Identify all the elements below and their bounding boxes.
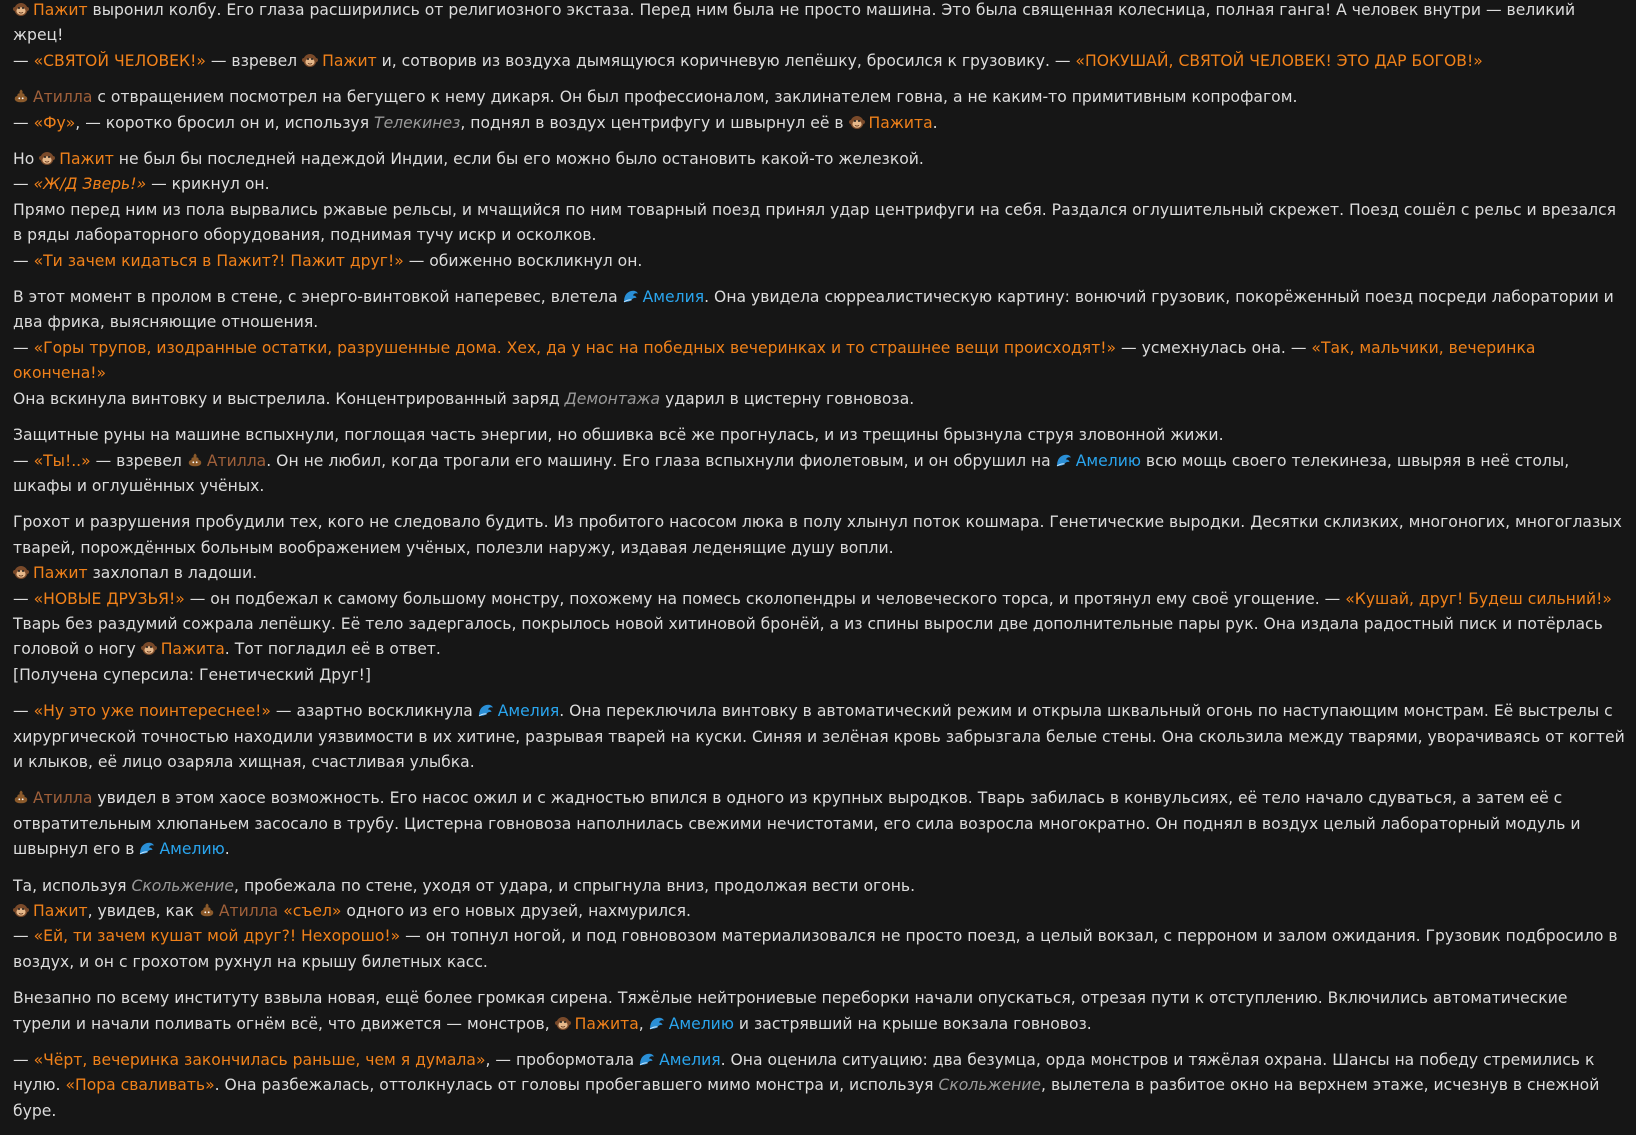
story-line bbox=[13, 874, 1625, 899]
narration-text: — bbox=[13, 1051, 34, 1070]
narration-text: . bbox=[224, 840, 230, 859]
character-name-pazhit: Пажит bbox=[33, 1, 88, 19]
wave-icon bbox=[1056, 451, 1072, 466]
wave-icon bbox=[623, 287, 639, 302]
story-line bbox=[13, 423, 1625, 448]
monkey-face-icon bbox=[849, 113, 865, 128]
narration-text: . Тот погладил её в ответ. bbox=[224, 640, 441, 659]
narration-text: Прямо перед ним из пола вырвались ржавые рельсы, и мчащийся по ним товарный поезд принял удар центрифуги на себя. Раздался оглушительный скрежет. Поезд сошёл с рельс и врезался в ряды лабораторного оборудования, поднимая тучу искр и осколков. bbox=[13, 200, 1617, 245]
narration-text: — bbox=[13, 702, 34, 721]
story-line bbox=[13, 510, 1625, 561]
story-paragraph bbox=[13, 986, 1625, 1037]
narration-text: и, сотворив из воздуха дымящуюся коричневую лепёшку, бросился к грузовику. — bbox=[376, 51, 1076, 70]
narration-text: — он подбежал к самому большому монстру, похожему на помесь сколопендры и человеческого торса, и протянул ему своё угощение. — bbox=[184, 589, 1346, 608]
dialogue-quote: «Ну это уже поинтереснее!» bbox=[33, 702, 271, 721]
wave-icon bbox=[649, 1014, 665, 1029]
story-line bbox=[13, 172, 1625, 197]
narration-text: , вылетела в разбитое окно на верхнем этаже, исчезнув в снежной буре. bbox=[13, 1076, 1600, 1120]
narration-text: — он топнул ногой, и под говновозом материализовался не просто поезд, а целый вокзал, с перроном и залом ожидания. Грузовик подбросило в воздух, и он с грохотом рухнул на крышу билетных касс. bbox=[13, 927, 1618, 971]
dialogue-quote: «Пора сваливать» bbox=[65, 1076, 215, 1095]
dialogue-quote: «Ты!..» bbox=[33, 451, 91, 470]
character-name-pazhit: Пажита bbox=[160, 640, 225, 659]
narration-text: и застрявший на крыше вокзала говновоз. bbox=[733, 1014, 1092, 1033]
story-line bbox=[13, 147, 1625, 172]
story-line bbox=[13, 786, 1625, 862]
skill-name: Скольжение bbox=[938, 1076, 1042, 1095]
story-line bbox=[13, 924, 1625, 975]
wave-icon bbox=[639, 1050, 655, 1065]
narration-text: Тварь без раздумий сожрала лепёшку. Её тело задергалось, покрылось новой хитиновой бронёй, а из спины выросли две дополнительные пары рук. Она издала радостный писк и потёрлась головой о ногу bbox=[13, 614, 1603, 659]
dialogue-quote: «Ей, ти зачем кушат мой друг?! Нехорошо!» bbox=[33, 927, 401, 946]
narration-text: выронил колбу. Его глаза расширились от религиозного экстаза. Перед ним была не просто машина. Это была священная колесница, полная ганга! А человек внутри — великий жрец! bbox=[13, 1, 1576, 45]
character-name-amelia: Амелия bbox=[497, 702, 560, 721]
narration-text: . Она оценила ситуацию: два безумца, орда монстров и тяжёлая охрана. Шансы на победу стремились к нулю. bbox=[13, 1051, 1595, 1095]
poop-icon bbox=[199, 901, 215, 916]
narration-text: Грохот и разрушения пробудили тех, кого не следовало будить. Из пробитого насосом люка в полу хлынул поток кошмара. Генетические выродки. Десятки склизких, многоногих, многоглазых тварей, порождённых больным воображением учёных, полезли наружу, издавая леденящие душу вопли. bbox=[13, 513, 1622, 557]
story-paragraph bbox=[13, 699, 1625, 775]
narration-text: , bbox=[638, 1014, 649, 1033]
narration-text: , увидев, как bbox=[87, 902, 199, 920]
narration-text: — bbox=[13, 175, 34, 194]
story-line bbox=[13, 336, 1625, 387]
narration-text: . Он не любил, когда трогали его машину. Его глаза вспыхнули фиолетовым, и он обрушил на bbox=[266, 451, 1056, 470]
dialogue-quote: «ПОКУШАЙ, СВЯТОЙ ЧЕЛОВЕК! ЭТО ДАР БОГОВ!» bbox=[1075, 51, 1483, 70]
character-name-pazhit: Пажита bbox=[574, 1014, 639, 1033]
monkey-face-icon bbox=[302, 51, 318, 66]
character-name-pazhit: Пажит bbox=[322, 51, 377, 70]
story-paragraph bbox=[13, 786, 1625, 862]
story-paragraph bbox=[13, 1048, 1625, 1124]
poop-icon bbox=[13, 788, 29, 803]
narration-text: , поднял в воздух центрифугу и швырнул её в bbox=[460, 113, 849, 132]
wave-icon bbox=[478, 701, 494, 716]
dialogue-quote: «Горы трупов, изодранные остатки, разрушенные дома. Хех, да у нас на победных вечеринках и то страшнее вещи происходят!» bbox=[33, 338, 1117, 357]
dialogue-quote: «Чёрт, вечеринка закончилась раньше, чем я думала» bbox=[33, 1051, 486, 1070]
narration-text: . Она разбежалась, оттолкнулась от головы пробегавшего мимо монстра и, используя bbox=[214, 1076, 939, 1095]
character-name-atilla: Атилла bbox=[218, 902, 279, 920]
story-line bbox=[13, 49, 1625, 74]
character-name-atilla: Атилла bbox=[206, 451, 267, 470]
story-paragraph bbox=[13, 874, 1625, 976]
narration-text: — bbox=[13, 451, 34, 470]
narration-text: — bbox=[13, 113, 34, 132]
narration-text: — азартно воскликнула bbox=[270, 702, 478, 721]
story-line bbox=[13, 285, 1625, 336]
narration-text: — bbox=[13, 338, 34, 357]
narration-text: Защитные руны на машине вспыхнули, поглощая часть энергии, но обшивка всё же прогнулась, и из трещины брызнула струя зловонной жижи. bbox=[13, 426, 1224, 445]
story-line bbox=[13, 561, 1625, 586]
narration-text: — взревел bbox=[205, 51, 303, 70]
dialogue-quote: «Кушай, друг! Будеш сильний!» bbox=[1345, 589, 1612, 608]
narration-text: — усмехнулась она. — bbox=[1116, 338, 1312, 357]
character-name-pazhit: Пажит bbox=[33, 564, 88, 583]
narration-text: — bbox=[13, 589, 34, 608]
narration-text: , — пробормотала bbox=[485, 1051, 640, 1070]
story-line bbox=[13, 249, 1625, 274]
dialogue-quote: «Ж/Д Зверь!» bbox=[33, 175, 147, 194]
character-name-amelia: Амелия bbox=[659, 1051, 721, 1070]
narration-text: , — коротко бросил он и, используя bbox=[75, 113, 375, 132]
monkey-face-icon bbox=[555, 1014, 571, 1029]
story-line bbox=[13, 663, 1625, 688]
character-name-pazhit: Пажита bbox=[868, 113, 933, 132]
story-line bbox=[13, 387, 1625, 412]
story-line bbox=[13, 449, 1625, 500]
narration-text: Внезапно по всему институту взвыла новая, ещё более громкая сирена. Тяжёлые нейтрониевые переборки начали опускаться, отрезая пути к отступлению. Включились автоматические турели и начали поливать огнём всё, что движется — монстров, bbox=[13, 989, 1568, 1033]
character-name-amelia: Амелию bbox=[1075, 451, 1141, 470]
narration-text: — обиженно воскликнул он. bbox=[403, 251, 643, 270]
narration-text: — bbox=[13, 251, 34, 270]
character-name-amelia: Амелия bbox=[642, 288, 705, 307]
monkey-face-icon bbox=[13, 563, 29, 578]
story-line bbox=[13, 111, 1625, 136]
story-paragraph bbox=[13, 285, 1625, 412]
poop-icon bbox=[13, 87, 29, 102]
poop-icon bbox=[187, 451, 203, 466]
dialogue-quote: «Ти зачем кидаться в Пажит?! Пажит друг!» bbox=[33, 251, 404, 270]
story-line bbox=[13, 0, 1625, 49]
character-name-amelia: Амелию bbox=[668, 1014, 734, 1033]
story-paragraph bbox=[13, 510, 1625, 688]
narration-text: всю мощь своего телекинеза, швыряя в неё столы, шкафы и оглушённых учёных. bbox=[13, 451, 1570, 495]
narration-text: Та, используя bbox=[13, 876, 132, 895]
narration-text: — взревел bbox=[90, 451, 187, 470]
story-log bbox=[13, 0, 1625, 1135]
skill-name: Скольжение bbox=[131, 876, 235, 895]
story-line bbox=[13, 612, 1625, 663]
wave-icon bbox=[139, 839, 155, 854]
story-line bbox=[13, 699, 1625, 775]
character-name-pazhit: Пажит bbox=[33, 902, 88, 920]
dialogue-quote: «Фу» bbox=[33, 113, 76, 132]
character-name-pazhit: Пажит bbox=[59, 150, 114, 169]
story-line bbox=[13, 587, 1625, 612]
dialogue-quote: «НОВЫЕ ДРУЗЬЯ!» bbox=[33, 589, 185, 608]
story-paragraph bbox=[13, 423, 1625, 499]
dialogue-quote: «съел» bbox=[283, 902, 342, 920]
skill-name: Демонтажа bbox=[564, 389, 661, 408]
narration-text: Она вскинула винтовку и выстрелила. Концентрированный заряд bbox=[13, 389, 565, 408]
narration-text: с отвращением посмотрел на бегущего к нему дикаря. Он был профессионалом, заклинателем говна, а не каким-то примитивным копрофагом. bbox=[92, 88, 1298, 107]
narration-text: Но bbox=[13, 150, 40, 169]
skill-name: Телекинез bbox=[374, 113, 461, 132]
narration-text: не был бы последней надеждой Индии, если бы его можно было остановить какой-то железкой. bbox=[113, 150, 924, 169]
narration-text: увидел в этом хаосе возможность. Его насос ожил и с жадностью впился в одного из крупных выродков. Тварь забилась в конвульсиях, её тело начало сдуваться, а затем её с отвратительным хлюпаньем засосало в трубу. Цистерна говновоза наполнилась свежими нечистотами, его сила возросла многократно. Он поднял в воздух целый лабораторный модуль и швырнул его в bbox=[13, 789, 1581, 859]
story-line bbox=[13, 85, 1625, 110]
monkey-face-icon bbox=[141, 639, 157, 654]
story-line bbox=[13, 1048, 1625, 1124]
dialogue-quote: «Так, мальчики, вечеринка окончена!» bbox=[13, 338, 1536, 383]
story-paragraph bbox=[13, 85, 1625, 136]
monkey-face-icon bbox=[39, 149, 55, 164]
narration-text: . Она переключила винтовку в автоматический режим и открыла шквальный огонь по наступающим монстрам. Её выстрелы с хирургической точностью находили уязвимости в их хитине, разрывая тварей на куски. Синяя и зелёная кровь забрызгала белые стены. Она скользила между тварями, уворачиваясь от когтей и клыков, её лицо озаряла хищная, счастливая улыбка. bbox=[13, 702, 1625, 771]
narration-text: В этот момент в пролом в стене, с энерго-винтовкой наперевес, влетела bbox=[13, 288, 623, 307]
narration-text: . Она увидела сюрреалистическую картину: вонючий грузовик, покорёженный поезд посреди лаборатории и два фрика, выясняющие отношения. bbox=[13, 288, 1614, 332]
dialogue-quote: «СВЯТОЙ ЧЕЛОВЕК!» bbox=[33, 51, 206, 70]
narration-text: ударил в цистерну говновоза. bbox=[660, 389, 915, 408]
narration-text: [Получена суперсила: Генетический Друг!] bbox=[13, 665, 371, 684]
monkey-face-icon bbox=[13, 0, 29, 15]
story-line bbox=[13, 198, 1625, 249]
narration-text: одного из его новых друзей, нахмурился. bbox=[341, 902, 691, 920]
story-paragraph bbox=[13, 147, 1625, 274]
narration-text: — bbox=[13, 51, 34, 70]
character-name-atilla: Атилла bbox=[33, 789, 93, 808]
narration-text: — bbox=[13, 927, 34, 946]
narration-text: . bbox=[932, 113, 938, 132]
narration-text: , пробежала по стене, уходя от удара, и спрыгнула вниз, продолжая вести огонь. bbox=[234, 876, 916, 895]
story-line bbox=[13, 986, 1625, 1037]
character-name-atilla: Атилла bbox=[33, 88, 93, 107]
monkey-face-icon bbox=[13, 901, 29, 916]
character-name-amelia: Амелию bbox=[159, 840, 225, 859]
narration-text: захлопал в ладоши. bbox=[87, 564, 258, 583]
story-line bbox=[13, 899, 1625, 924]
story-paragraph bbox=[13, 0, 1625, 74]
narration-text: — крикнул он. bbox=[146, 175, 270, 194]
